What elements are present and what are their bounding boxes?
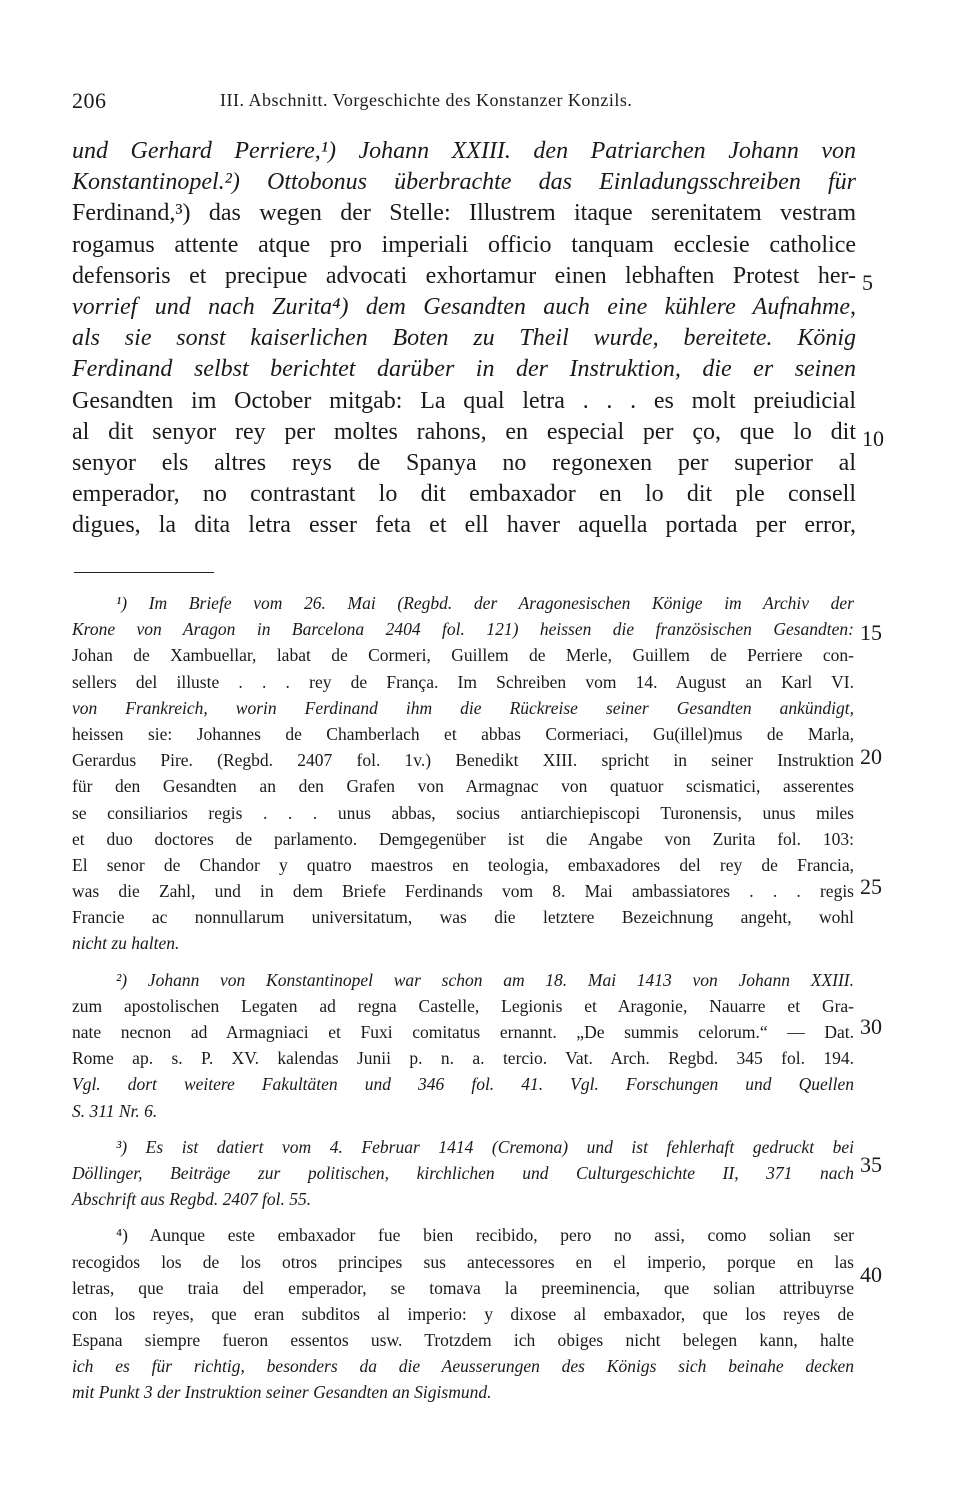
footnotes — [72, 590, 854, 1416]
footnote-line: ich es für richtig, besonders da die Aeusserungen des Königs sich beinahe decken — [72, 1356, 854, 1377]
footnote-line: Gerardus Pire. (Regbd. 2407 fol. 1v.) Benedikt XIII. spricht in seiner Instruktion — [72, 750, 854, 771]
line-number: 30 — [860, 1014, 882, 1039]
footnote-line: sellers del illuste . . . rey de França. Im Schreiben vom 14. August an Karl VI. — [72, 671, 854, 692]
footnote-line: zum apostolischen Legaten ad regna Castelle, Legionis et Aragonie, Nauarre et Gra- — [72, 995, 854, 1016]
footnote-4 — [72, 1222, 854, 1405]
footnote-line: was die Zahl, und in dem Briefe Ferdinands vom 8. Mai ambassiatores . . . regis — [72, 881, 854, 902]
footnote-line: letras, que traia del emperador, se tomava la preeminencia, que solian attribuyrse — [72, 1277, 854, 1298]
footnote-line: recogidos los de los otros principes sus antecessores en el imperio, porque en las — [72, 1251, 854, 1272]
line-number: 40 — [860, 1262, 882, 1287]
footnote-3 — [72, 1134, 854, 1213]
footnote-line: mit Punkt 3 der Instruktion seiner Gesandten an Sigismund. — [72, 1382, 492, 1403]
text-line: rogamus attente atque pro imperiali officio tanquam ecclesie catholice — [72, 231, 856, 258]
text-line: al dit senyor rey per moltes rahons, en especial per ço, que lo dit — [72, 418, 856, 445]
running-title: III. Abschnitt. Vorgeschichte des Konstanzer Konzils. — [220, 90, 633, 110]
text-line: emperador, no contrastant lo dit embaxador en lo dit ple consell — [72, 481, 856, 508]
footnote-line: ¹) Im Briefe vom 26. Mai (Regbd. der Aragonesischen Könige im Archiv der — [116, 593, 854, 613]
footnote-line: ³) Es ist datiert vom 4. Februar 1414 (Cremona) und ist fehlerhaft gedruckt bei — [116, 1136, 854, 1157]
text-line: Gesandten im October mitgab: La qual letra . . . es molt preiudicial — [72, 387, 856, 414]
line-number: 15 — [860, 620, 882, 645]
footnote-line: con los reyes, que eran subditos al imperio: y dixose al embaxador, que los reyes de — [72, 1303, 854, 1324]
text-line: als sie sonst kaiserlichen Boten zu Theil wurde, bereitete. König — [72, 325, 856, 352]
footnote-line: Krone von Aragon in Barcelona 2404 fol. 121) heissen die französischen Gesandten: — [72, 619, 854, 640]
footnote-line: se consiliarios regis . . . unus abbas, socius antiarchiepiscopi Turonensis, unus miles — [72, 802, 854, 823]
footnote-line: Rome ap. s. P. XV. kalendas Junii p. n. a. tercio. Vat. Arch. Regbd. 345 fol. 194. — [72, 1048, 854, 1069]
footnote-line: ²) Johann von Konstantinopel war schon am 18. Mai 1413 von Johann XXIII. — [116, 969, 854, 990]
line-number: 5 — [862, 270, 873, 295]
line-number: 20 — [860, 744, 882, 769]
footnote-line: heissen sie: Johannes de Chamberlach et abbas Cormeriaci, Gu(illel)mus de Marla, — [72, 723, 854, 744]
footnote-line: von Frankreich, worin Ferdinand ihm die Rückreise seiner Gesandten ankündigt, — [72, 697, 854, 718]
footnote-line: ⁴) Aunque este embaxador fue bien recibido, pero no assi, como solian ser — [116, 1225, 854, 1246]
footnote-line: Döllinger, Beiträge zur politischen, kirchlichen und Culturgeschichte II, 371 nach — [72, 1162, 854, 1183]
page-number: 206 — [72, 88, 107, 113]
footnote-line: et duo doctores de parlamento. Demgegenüber ist die Angabe von Zurita fol. 103: — [72, 828, 854, 849]
footnote-divider — [74, 572, 214, 573]
line-number: 25 — [860, 874, 882, 899]
footnote-line: Johan de Xambuellar, labat de Cormeri, Guillem de Merle, Guillem de Perriere con- — [72, 645, 854, 666]
text-line: vorrief und nach Zurita⁴) dem Gesandten auch eine kühlere Aufnahme, — [72, 293, 856, 320]
footnote-line: für den Gesandten an den Grafen von Armagnac von quatuor scismatici, asserentes — [72, 776, 854, 797]
footnote-line: El senor de Chandor y quatro maestros en teologia, embaxadores del rey de Francia, — [72, 854, 854, 875]
footnote-line: nicht zu halten. — [72, 933, 180, 954]
footnote-line: Espana siempre fueron essentos usw. Trotzdem ich obiges nicht belegen kann, halte — [72, 1330, 854, 1351]
footnote-2 — [72, 967, 854, 1124]
main-text — [72, 136, 856, 541]
footnote-line: Francie ac nonnullarum universitatum, was die letztere Bezeichnung angeht, wohl — [72, 907, 854, 928]
text-line: senyor els altres reys de Spanya no regonexen per superior al — [72, 449, 856, 476]
text-line: Konstantinopel.²) Ottobonus überbrachte das Einladungsschreiben für — [72, 169, 856, 196]
text-line: Ferdinand,³) das wegen der Stelle: Illustrem itaque serenitatem vestram — [72, 200, 856, 227]
footnote-line: nate necnon ad Armagniaci et Fuxi comitatus ernannt. „De summis celorum.“ — Dat. — [72, 1022, 854, 1042]
running-header — [72, 88, 880, 118]
footnote-line: S. 311 Nr. 6. — [72, 1100, 158, 1121]
line-number: 10 — [862, 426, 884, 451]
footnote-line: Abschrift aus Regbd. 2407 fol. 55. — [72, 1189, 312, 1210]
footnote-1 — [72, 590, 854, 957]
footnote-line: Vgl. dort weitere Fakultäten und 346 fol. 41. Vgl. Forschungen und Quellen — [72, 1074, 854, 1095]
text-line: und Gerhard Perriere,¹) Johann XXIII. den Patriarchen Johann von — [72, 138, 856, 164]
text-line: defensoris et precipue advocati exhortamur einen lebhaften Protest her- — [72, 262, 856, 289]
text-line: Ferdinand selbst berichtet darüber in der Instruktion, die er seinen — [72, 356, 856, 383]
line-number: 35 — [860, 1152, 882, 1177]
text-line: digues, la dita letra esser feta et ell haver aquella portada per error, — [72, 512, 856, 539]
